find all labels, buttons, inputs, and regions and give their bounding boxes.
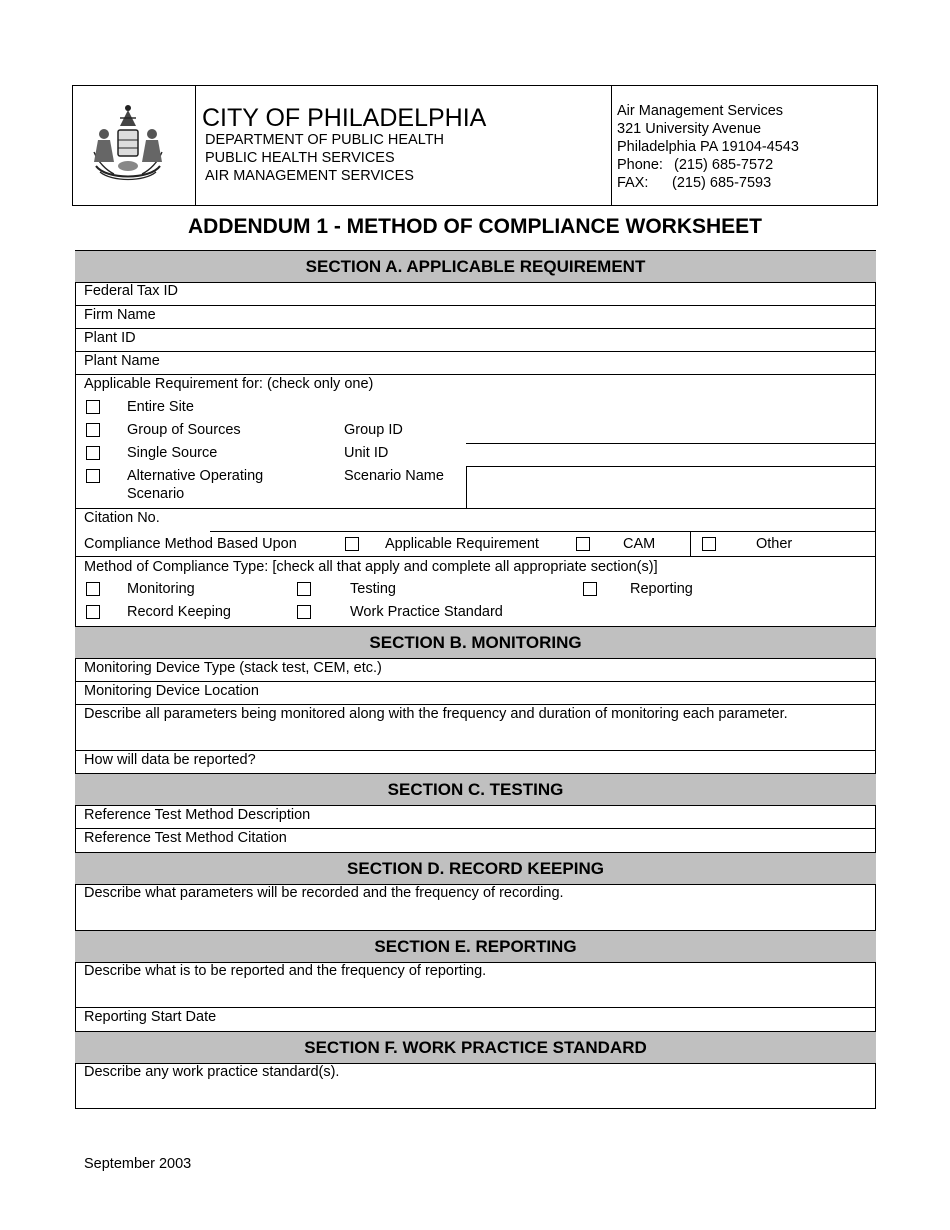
section-b-heading: SECTION B. MONITORING	[75, 626, 876, 659]
header-divider-left	[195, 85, 196, 206]
row-divider	[75, 305, 876, 306]
test-method-citation-label: Reference Test Method Citation	[84, 830, 287, 846]
row-divider	[75, 556, 876, 557]
testing-label: Testing	[350, 581, 396, 597]
row-divider	[75, 828, 876, 829]
cam-label: CAM	[623, 536, 656, 552]
monitoring-checkbox[interactable]	[86, 582, 100, 596]
header-divider-right	[611, 85, 612, 206]
phone-label: Phone:	[617, 157, 663, 173]
testing-checkbox[interactable]	[297, 582, 311, 596]
cam-checkbox[interactable]	[576, 537, 590, 551]
entire-site-label: Entire Site	[127, 399, 194, 415]
row-divider	[75, 750, 876, 751]
scenario-name-field-edge	[466, 466, 467, 508]
reporting-label: Reporting	[630, 581, 693, 597]
address-line-3: Philadelphia PA 19104-4543	[617, 139, 799, 155]
department-line-1: DEPARTMENT OF PUBLIC HEALTH	[205, 132, 445, 148]
method-type-label: Method of Compliance Type: [check all that apply and complete all appropriate section(s)]	[84, 559, 658, 575]
plant-id-label: Plant ID	[84, 330, 136, 346]
single-source-checkbox[interactable]	[86, 446, 100, 460]
work-practice-describe-label: Describe any work practice standard(s).	[84, 1064, 340, 1080]
scenario-name-label: Scenario Name	[344, 468, 444, 484]
other-label: Other	[756, 536, 793, 552]
section-a-heading: SECTION A. APPLICABLE REQUIREMENT	[75, 250, 876, 283]
reporting-start-date-label: Reporting Start Date	[84, 1009, 217, 1025]
federal-tax-id-label: Federal Tax ID	[84, 283, 179, 299]
department-line-3: AIR MANAGEMENT SERVICES	[205, 168, 414, 184]
row-divider	[75, 1007, 876, 1008]
city-name: CITY OF PHILADELPHIA	[202, 104, 487, 132]
section-c-heading: SECTION C. TESTING	[75, 773, 876, 806]
department-line-2: PUBLIC HEALTH SERVICES	[205, 150, 395, 166]
plant-name-label: Plant Name	[84, 353, 160, 369]
city-seal-logo	[84, 100, 172, 186]
work-practice-label: Work Practice Standard	[350, 604, 503, 620]
alt-operating-scenario-checkbox[interactable]	[86, 469, 100, 483]
section-f-heading: SECTION F. WORK PRACTICE STANDARD	[75, 1031, 876, 1064]
group-of-sources-checkbox[interactable]	[86, 423, 100, 437]
document-title: ADDENDUM 1 - METHOD OF COMPLIANCE WORKSHEET	[188, 215, 762, 238]
citation-field-line[interactable]	[210, 531, 876, 532]
fax-label: FAX:	[617, 175, 649, 191]
fax-number: (215) 685-7593	[672, 175, 772, 191]
address-line-1: Air Management Services	[617, 103, 784, 119]
row-divider	[75, 351, 876, 352]
row-divider	[75, 508, 876, 509]
alt-operating-scenario-label-2: Scenario	[127, 486, 185, 502]
test-method-description-label: Reference Test Method Description	[84, 807, 311, 823]
other-checkbox[interactable]	[702, 537, 716, 551]
row-divider	[75, 681, 876, 682]
device-location-label: Monitoring Device Location	[84, 683, 259, 699]
unit-id-label: Unit ID	[344, 445, 389, 461]
citation-no-label: Citation No.	[84, 510, 160, 526]
firm-name-label: Firm Name	[84, 307, 156, 323]
alt-operating-scenario-label-1: Alternative Operating	[127, 468, 264, 484]
monitoring-label: Monitoring	[127, 581, 195, 597]
group-id-field-line[interactable]	[466, 443, 876, 444]
phone-number: (215) 685-7572	[674, 157, 774, 173]
record-keeping-checkbox[interactable]	[86, 605, 100, 619]
reporting-checkbox[interactable]	[583, 582, 597, 596]
entire-site-checkbox[interactable]	[86, 400, 100, 414]
unit-id-field-line[interactable]	[466, 466, 876, 467]
footer-date: September 2003	[84, 1156, 192, 1172]
compliance-method-based-label: Compliance Method Based Upon	[84, 536, 297, 552]
group-id-label: Group ID	[344, 422, 403, 438]
describe-parameters-label: Describe all parameters being monitored along with the frequency and duration of monitoring each parameter.	[84, 706, 788, 722]
device-type-label: Monitoring Device Type (stack test, CEM, etc.)	[84, 660, 382, 676]
reporting-describe-label: Describe what is to be reported and the frequency of reporting.	[84, 963, 487, 979]
group-of-sources-label: Group of Sources	[127, 422, 241, 438]
cam-divider	[690, 531, 691, 556]
applicable-requirement-label: Applicable Requirement	[385, 536, 539, 552]
record-keeping-label: Record Keeping	[127, 604, 231, 620]
section-e-heading: SECTION E. REPORTING	[75, 930, 876, 963]
work-practice-checkbox[interactable]	[297, 605, 311, 619]
data-reported-label: How will data be reported?	[84, 752, 256, 768]
record-keeping-describe-label: Describe what parameters will be recorded and the frequency of recording.	[84, 885, 564, 901]
single-source-label: Single Source	[127, 445, 218, 461]
section-d-heading: SECTION D. RECORD KEEPING	[75, 852, 876, 885]
row-divider	[75, 704, 876, 705]
applicable-requirement-for-label: Applicable Requirement for: (check only one)	[84, 376, 374, 392]
row-divider	[75, 374, 876, 375]
address-line-2: 321 University Avenue	[617, 121, 762, 137]
applicable-requirement-checkbox[interactable]	[345, 537, 359, 551]
row-divider	[75, 328, 876, 329]
